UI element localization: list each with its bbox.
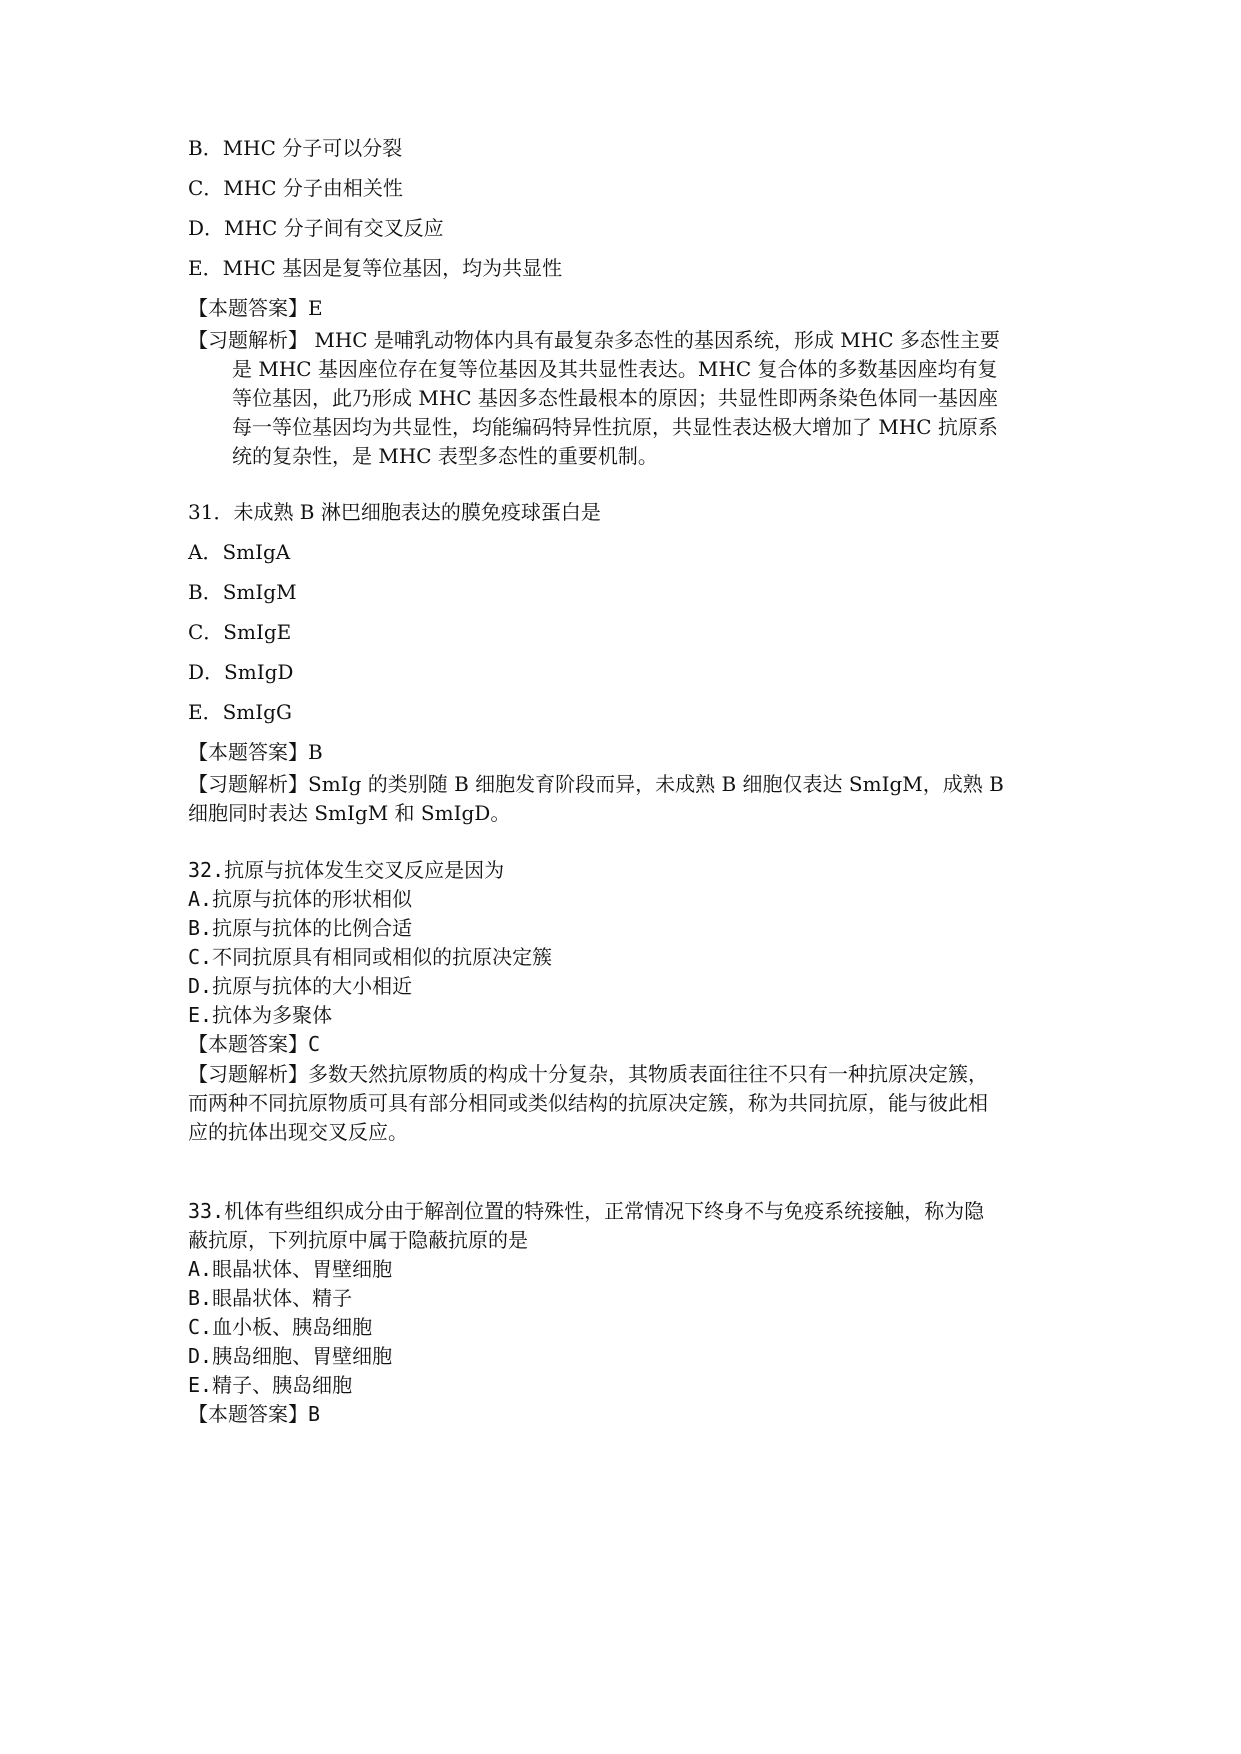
- analysis-line: 细胞同时表达 SmIgM 和 SmIgD。: [188, 801, 511, 825]
- option-b: B.抗原与抗体的比例合适: [188, 916, 413, 940]
- option-a: A．SmIgA: [188, 540, 291, 564]
- option-d: D.胰岛细胞、胃壁细胞: [188, 1344, 393, 1368]
- option-d: D.抗原与抗体的大小相近: [188, 974, 413, 998]
- option-b: B．MHC 分子可以分裂: [188, 136, 403, 160]
- analysis-line: 而两种不同抗原物质可具有部分相同或类似结构的抗原决定簇，称为共同抗原，能与彼此相: [188, 1091, 988, 1115]
- question-33-text: 33.机体有些组织成分由于解剖位置的特殊性，正常情况下终身不与免疫系统接触，称为隐: [188, 1199, 985, 1223]
- analysis-line: 每一等位基因均为共显性，均能编码特异性抗原，共显性表达极大增加了 MHC 抗原系: [232, 415, 998, 439]
- question-32-text: 32.抗原与抗体发生交叉反应是因为: [188, 858, 505, 882]
- question-33-text: 蔽抗原，下列抗原中属于隐蔽抗原的是: [188, 1228, 528, 1252]
- answer-line: 【本题答案】E: [188, 296, 323, 320]
- option-e: E．MHC 基因是复等位基因，均为共显性: [188, 256, 563, 280]
- question-31-text: 31．未成熟 B 淋巴细胞表达的膜免疫球蛋白是: [188, 500, 601, 524]
- analysis-line: 【习题解析】SmIg 的类别随 B 细胞发育阶段而异，未成熟 B 细胞仅表达 SmIgM，成熟 B: [188, 772, 1004, 796]
- option-b: B．SmIgM: [188, 580, 297, 604]
- analysis-line: 统的复杂性，是 MHC 表型多态性的重要机制。: [232, 444, 658, 468]
- analysis-line: 是 MHC 基因座位存在复等位基因及其共显性表达。MHC 复合体的多数基因座均有复: [232, 357, 998, 381]
- answer-line: 【本题答案】B: [188, 1402, 321, 1426]
- option-d: D．MHC 分子间有交叉反应: [188, 216, 444, 240]
- option-c: C.血小板、胰岛细胞: [188, 1315, 373, 1339]
- analysis-line: 【习题解析】多数天然抗原物质的构成十分复杂，其物质表面往往不只有一种抗原决定簇，: [188, 1062, 988, 1086]
- option-a: A.抗原与抗体的形状相似: [188, 887, 413, 911]
- analysis-line: 等位基因，此乃形成 MHC 基因多态性最根本的原因；共显性即两条染色体同一基因座: [232, 386, 998, 410]
- option-b: B.眼晶状体、精子: [188, 1286, 353, 1310]
- option-d: D．SmIgD: [188, 660, 294, 684]
- option-e: E.抗体为多聚体: [188, 1003, 333, 1027]
- answer-line: 【本题答案】B: [188, 740, 323, 764]
- option-e: E．SmIgG: [188, 700, 292, 724]
- analysis-line: 【习题解析】 MHC 是哺乳动物体内具有最复杂多态性的基因系统，形成 MHC 多态性主要: [188, 328, 1000, 352]
- option-e: E.精子、胰岛细胞: [188, 1373, 353, 1397]
- option-c: C．SmIgE: [188, 620, 292, 644]
- option-a: A.眼晶状体、胃壁细胞: [188, 1257, 393, 1281]
- answer-line: 【本题答案】C: [188, 1032, 321, 1056]
- option-c: C．MHC 分子由相关性: [188, 176, 403, 200]
- option-c: C.不同抗原具有相同或相似的抗原决定簇: [188, 945, 553, 969]
- analysis-line: 应的抗体出现交叉反应。: [188, 1120, 408, 1144]
